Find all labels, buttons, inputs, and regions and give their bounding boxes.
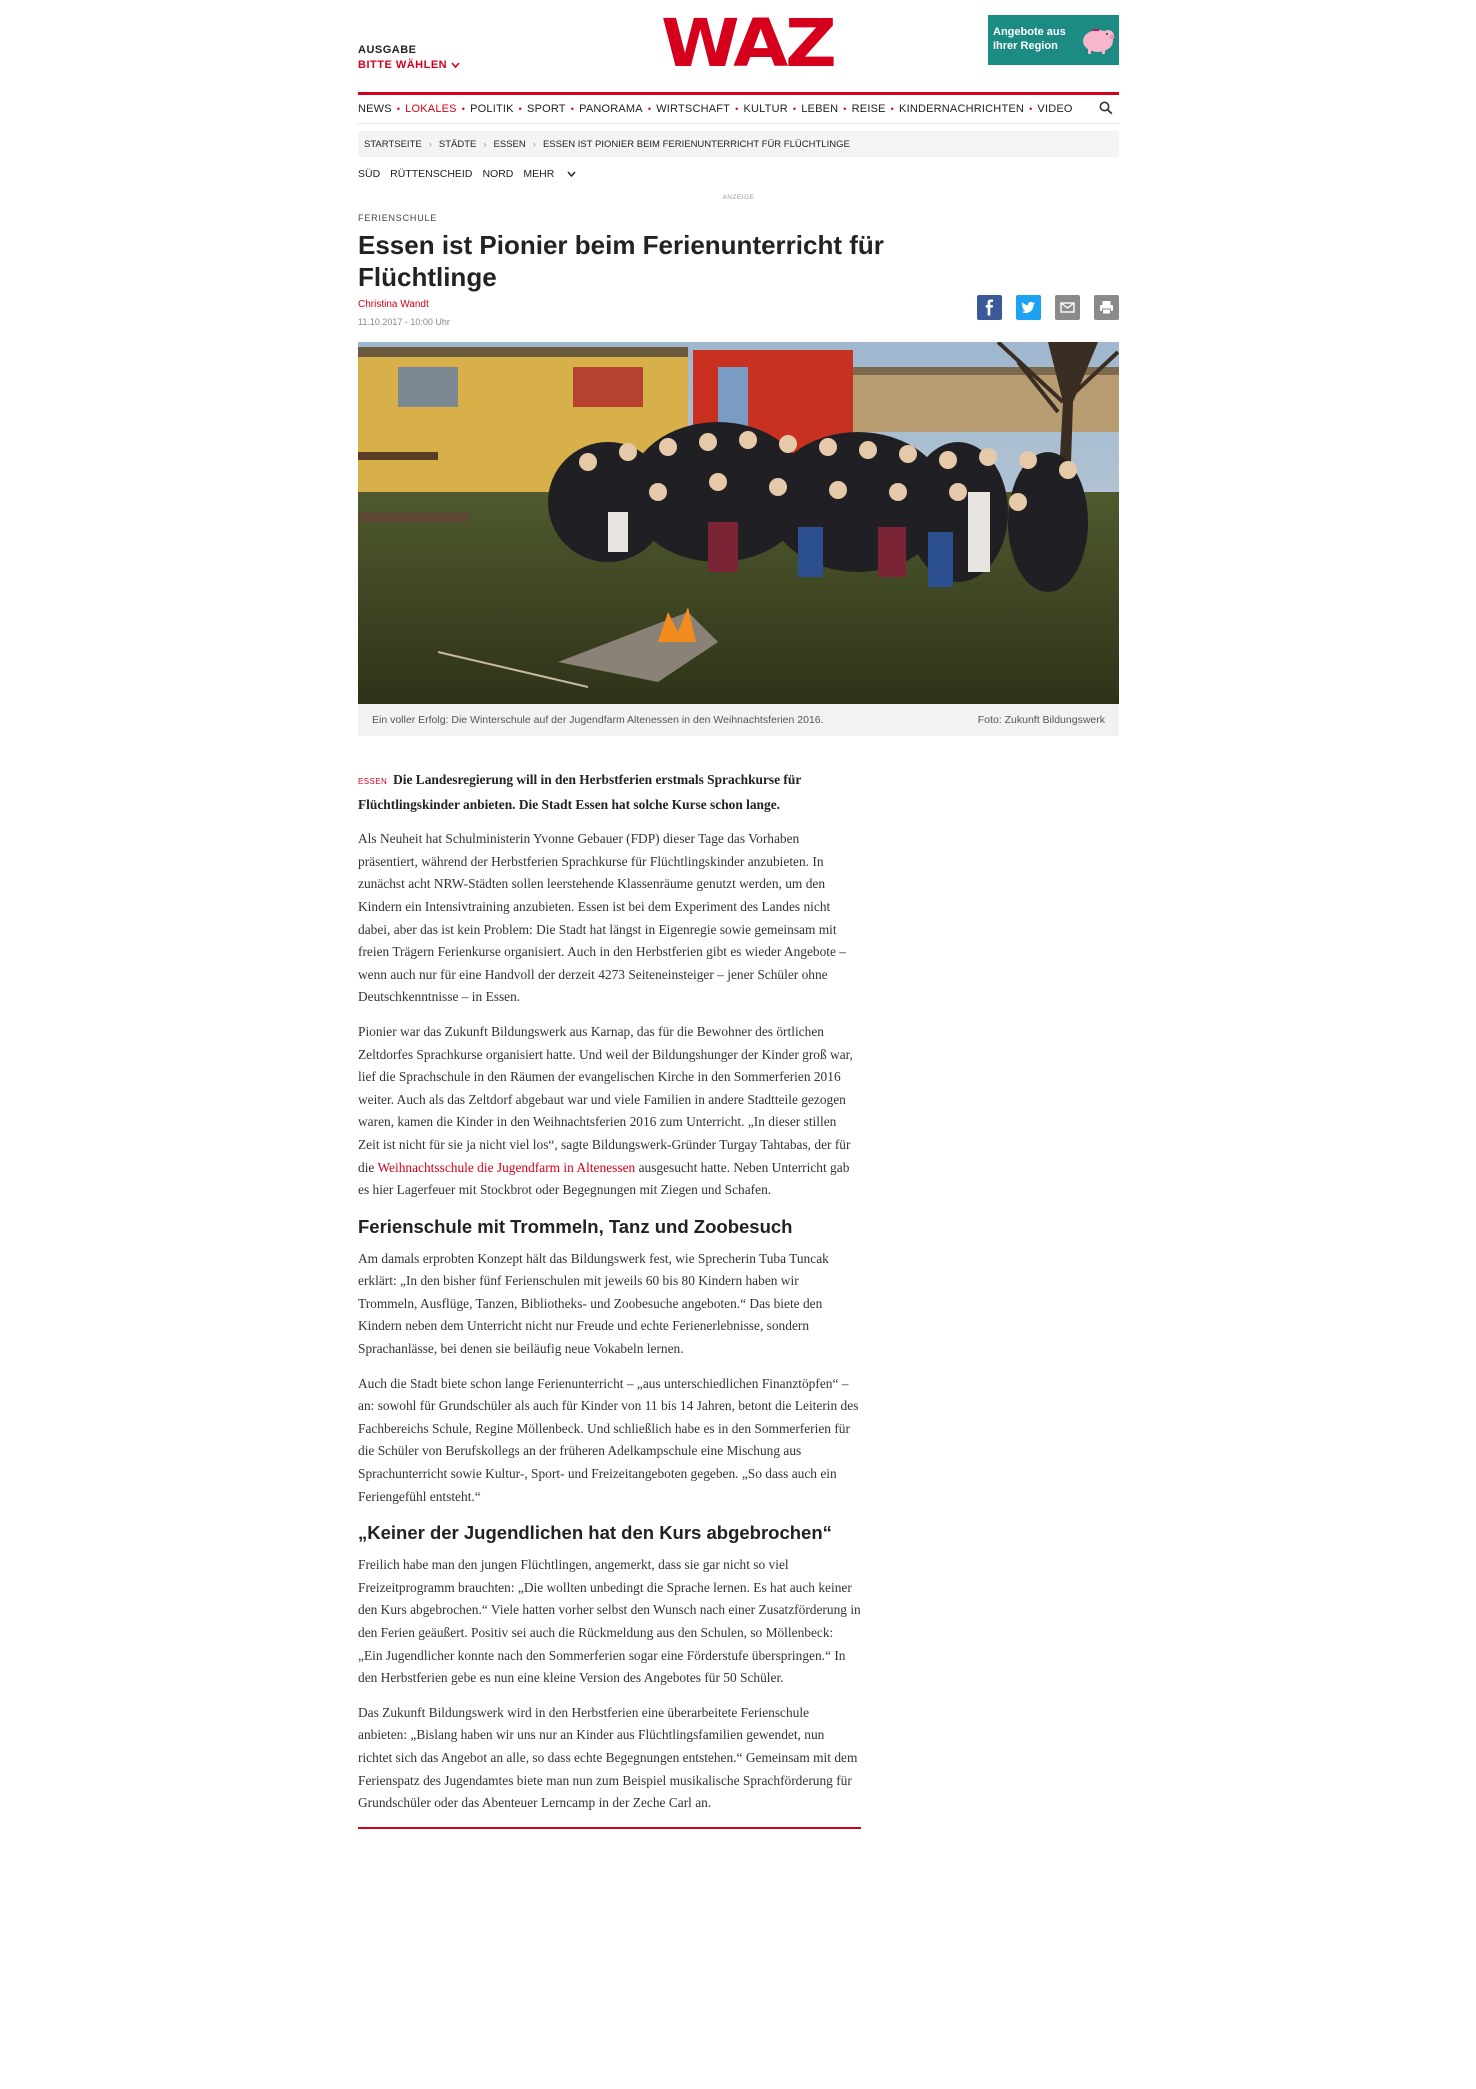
edition-selector[interactable] — [358, 43, 460, 73]
nav-separator: • — [735, 104, 739, 114]
paragraph: Freilich habe man den jungen Flüchtlingen, angemerkt, dass sie gar nicht so viel Freizeitprogramm brauchten: „Die wollten unbedingt die Sprache lernen. Es hat auch keiner den Kurs abgebrochen.“ Viele hatten vorher selbst den Wunsch nach einer Zusatzförderung in den Ferien geäußert. Positiv sei auch die Rückmeldung aus den Schulen, so Möllenbeck: „Ein Jugendlicher konnte nach den Sommerferien sogar eine Förderstufe überspringen.“ In den Herbstferien gebe es nun eine kleine Version des Angebotes für 50 Schüler. — [358, 1557, 861, 1686]
main-nav — [358, 95, 1119, 124]
nav-item-kindernachrichten[interactable]: KINDERNACHRICHTEN — [899, 103, 1025, 115]
article-location: ESSEN — [358, 777, 388, 786]
breadcrumb — [358, 131, 1119, 157]
article-end-divider — [358, 1827, 861, 1829]
paragraph: Auch die Stadt biete schon lange Ferienunterricht – „aus unterschiedlichen Finanztöpfen“ – an: sowohl für Grundschüler als auch für Kinder von 11 bis 14 Jahren, betont die Leiterin des Fachbereichs Schule, Regine Möllenbeck. Und schließlich habe es in den Sommerferien für die Schüler von Berufskollegs an der früheren Adelkampschule eine Mischung aus Sprachunterricht sowie Kultur-, Sport- und Freizeitangeboten gegeben. „So dass auch ein Feriengefühl entsteht.“ — [358, 1375, 859, 1504]
twitter-icon[interactable] — [1016, 295, 1041, 320]
nav-item-wirtschaft[interactable]: WIRTSCHAFT — [656, 103, 731, 115]
waz-logo[interactable]: WAZ — [661, 5, 834, 82]
breadcrumb-separator: › — [483, 138, 487, 150]
article-kicker: FERIENSCHULE — [358, 213, 438, 223]
nav-separator: • — [518, 104, 523, 114]
paragraph: Pionier war das Zukunft Bildungswerk aus Karnap, das für die Bewohner des örtlichen Zeltdorfes Sprachkurse organisiert hatte. Und weil der Bildungshunger der Kinder groß war, lief die Sprachschule in den Räumen der evangelischen Kirche in den Sommerferien 2016 weiter. Auch als das Zeltdorf abgebaut war und viele Familien in andere Stadtteile gezogen waren, kamen die Kinder in den Weihnachtsferien 2016 zum Unterricht. „In dieser stillen Zeit ist nicht für sie ja nicht viel los“, sagte Bildungswerk-Gründer Turgay Tahtabas, der für die Weihnachtsschule die Jugendfarm in Altenessen ausgesucht hatte. Neben Unterricht gab es hier Lagerfeuer mit Stockbrot oder Begegnungen mit Ziegen und Schafen. — [358, 1023, 853, 1198]
nav-item-politik[interactable]: POLITIK — [470, 103, 514, 115]
article-meta — [358, 299, 1119, 339]
article-title: Essen ist Pionier beim Ferienunterricht für Flüchtlinge — [358, 230, 884, 292]
search-icon[interactable] — [1099, 101, 1113, 115]
nav-separator: • — [1029, 104, 1033, 114]
nav-separator: • — [461, 104, 466, 114]
paragraph: Als Neuheit hat Schulministerin Yvonne Gebauer (FDP) dieser Tage das Vorhaben präsentiert, während der Herbstferien Sprachkurse für Flüchtlingskinder anzubieten. In zunächst acht NRW-Städten sollen leerstehende Klassenräume genutzt werden, um den Kindern ein Intensivtraining anzubieten. Essen ist bei dem Experiment des Landes nicht dabei, aber das ist kein Problem: Die Stadt hat längst in Eigenregie sowie gemeinsam mit freien Trägern Ferienkurse organisiert. Auch in den Herbstferien gibt es wieder Angebote – wenn auch nur für eine Handvoll der derzeit 4273 Seiteneinsteiger – jener Schüler ohne Deutschkenntnisse – in Essen. — [358, 831, 847, 1005]
mail-icon[interactable] — [1055, 295, 1080, 320]
nav-item-lokales[interactable]: LOKALES — [405, 103, 457, 115]
district-nav — [358, 157, 1119, 191]
nav-separator: • — [396, 104, 401, 114]
nav-item-sport[interactable]: SPORT — [527, 103, 566, 115]
breadcrumb-item[interactable]: ESSEN — [493, 138, 526, 150]
nav-separator: • — [647, 104, 652, 114]
article-date: 11.10.2017 - 10:00 Uhr — [358, 317, 450, 327]
nav-separator: • — [570, 104, 575, 114]
district-more-button[interactable]: MEHR — [523, 168, 576, 180]
nav-item-reise[interactable]: REISE — [851, 103, 886, 115]
chevron-down-icon — [451, 62, 460, 69]
nav-item-news[interactable]: NEWS — [358, 103, 392, 115]
section-heading: „Keiner der Jugendlichen hat den Kurs abgebrochen“ — [358, 1522, 832, 1544]
article-author[interactable]: Christina Wandt — [358, 299, 429, 310]
photo-credit: Foto: Zukunft Bildungswerk — [977, 714, 1105, 726]
pig-icon — [1078, 21, 1116, 57]
article-page — [358, 0, 1119, 1829]
edition-label: AUSGABE — [358, 44, 417, 56]
region-offers-ad[interactable] — [988, 15, 1119, 65]
breadcrumb-separator: › — [428, 138, 432, 150]
article-body — [358, 769, 861, 1829]
district-item-ruettenscheid[interactable]: RÜTTENSCHEID — [390, 168, 473, 180]
breadcrumb-item: ESSEN IST PIONIER BEIM FERIENUNTERRICHT FÜR FLÜCHTLINGE — [542, 138, 850, 150]
nav-separator: • — [843, 104, 847, 114]
edition-choose[interactable]: BITTE WÄHLEN — [358, 58, 460, 73]
paragraph: Das Zukunft Bildungswerk wird in den Herbstferien eine überarbeitete Ferienschule anbieten: „Bislang haben wir uns nur an Kinder aus Flüchtlingsfamilien gewendet, nun richtet sich das Angebot an alle, so dass echte Begegnungen entstehen.“ Gemeinsam mit dem Ferienspatz des Jugendamtes biete man nun zum Beispiel musikalische Sprachförderung für Grundschüler oder das Abenteuer Lerncamp in der Zeche Carl an. — [358, 1704, 858, 1811]
article-inline-link[interactable]: Weihnachtsschule die Jugendfarm in Altenessen — [377, 1159, 636, 1175]
ad-label: ANZEIGE — [722, 194, 755, 201]
nav-separator: • — [792, 104, 797, 114]
article-lead: ESSEN Die Landesregierung will in den Herbstferien erstmals Sprachkurse für Flüchtlingskinder anbieten. Die Stadt Essen hat solche Kurse schon lange. — [358, 772, 802, 812]
paragraph: Am damals erprobten Konzept hält das Bildungswerk fest, wie Sprecherin Tuba Tuncak erklärt: „In den bisher fünf Ferienschulen mit jeweils 60 bis 80 Kindern haben wir Trommeln, Ausflüge, Tanzen, Bibliotheks- und Zoobesuche angeboten.“ Das biete den Kindern neben dem Unterricht nicht nur Freude und echte Ferienerlebnisse, sondern Sprachanlässe, bei denen sie beiläufig neue Vokabeln lernen. — [358, 1250, 829, 1357]
region-offers-text: Angebote aus Ihrer Region — [993, 26, 1066, 52]
breadcrumb-item[interactable]: STÄDTE — [438, 138, 477, 150]
nav-separator: • — [890, 104, 895, 114]
district-item-sued[interactable]: SÜD — [358, 168, 381, 180]
nav-item-video[interactable]: VIDEO — [1037, 103, 1073, 115]
photo-caption-bar — [358, 704, 1119, 736]
facebook-icon[interactable] — [977, 295, 1002, 320]
breadcrumb-item[interactable]: STARTSEITE — [364, 138, 422, 150]
breadcrumb-separator: › — [532, 138, 536, 150]
nav-item-kultur[interactable]: KULTUR — [743, 103, 788, 115]
photo-caption: Ein voller Erfolg: Die Winterschule auf der Jugendfarm Altenessen in den Weihnachtsferien 2016. — [372, 714, 824, 726]
nav-item-panorama[interactable]: PANORAMA — [579, 103, 643, 115]
site-header — [358, 0, 1119, 92]
article-photo[interactable] — [358, 342, 1119, 704]
nav-item-leben[interactable]: LEBEN — [801, 103, 839, 115]
section-heading: Ferienschule mit Trommeln, Tanz und Zoobesuch — [358, 1215, 793, 1237]
print-icon[interactable] — [1094, 295, 1119, 320]
share-bar — [977, 295, 1119, 320]
chevron-down-icon — [567, 171, 576, 178]
district-item-nord[interactable]: NORD — [482, 168, 514, 180]
